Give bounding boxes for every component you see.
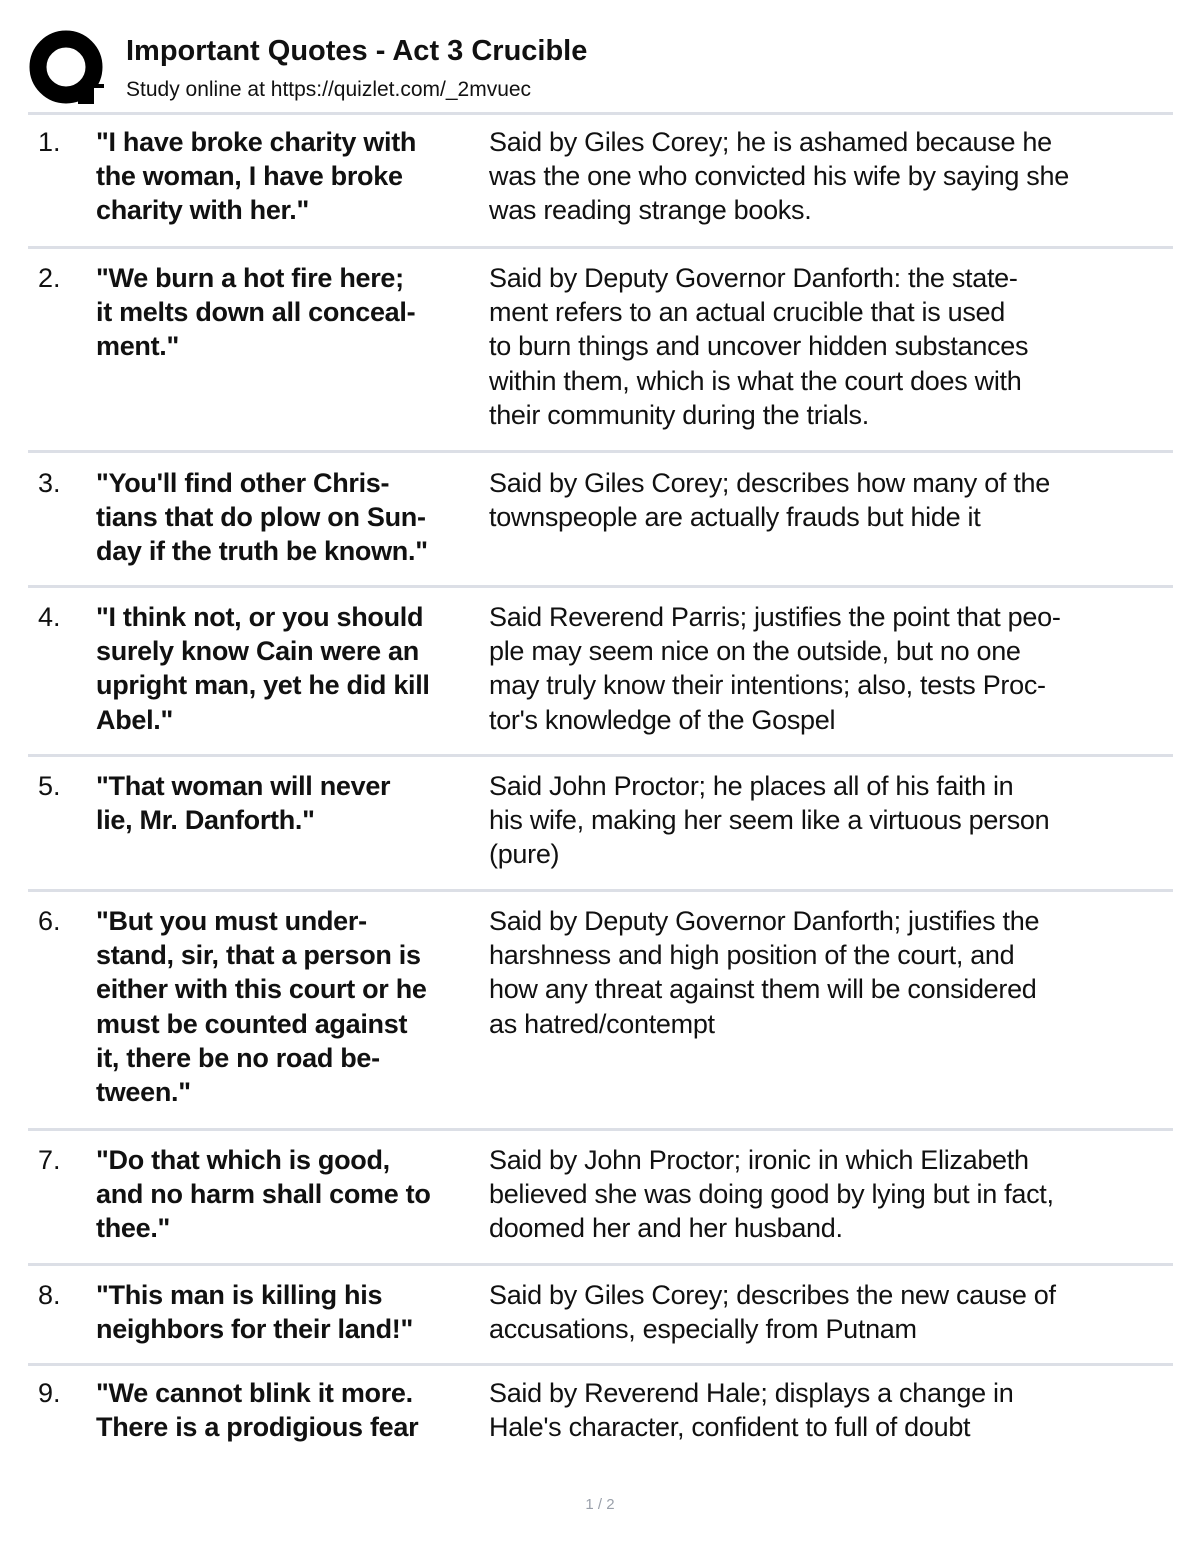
- list-item: [28, 249, 1173, 453]
- quote-definition: Said John Proctor; he places all of his faith in his wife, making her seem like a virtuous person (pure): [489, 771, 1050, 870]
- item-number: 1.: [38, 127, 61, 157]
- study-link-text: Study online at https://quizlet.com/_2mvuec: [126, 78, 532, 101]
- quote-list: [28, 116, 1173, 1456]
- item-number: 3.: [38, 468, 61, 498]
- item-number: 9.: [38, 1378, 61, 1408]
- quote-term: "I think not, or you should surely know Cain were an upright man, yet he did kill Abel.": [96, 602, 430, 735]
- list-item: [28, 1266, 1173, 1366]
- list-item: [28, 1131, 1173, 1266]
- quote-definition: Said by Deputy Governor Danforth: the state- ment refers to an actual crucible that is used to burn things and uncover hidden substances within them, which is what the court does with their community during the trials.: [489, 263, 1029, 430]
- quote-definition: Said by Giles Corey; he is ashamed because he was the one who convicted his wife by saying she was reading strange books.: [489, 127, 1069, 226]
- quote-definition: Said by Giles Corey; describes how many of the townspeople are actually frauds but hide it: [489, 468, 1050, 533]
- page-title: Important Quotes - Act 3 Crucible: [126, 35, 588, 67]
- item-number: 2.: [38, 263, 61, 293]
- list-item: [28, 588, 1173, 757]
- item-number: 8.: [38, 1280, 61, 1310]
- quote-definition: Said Reverend Parris; justifies the point that peo- ple may seem nice on the outside, but no one may truly know their intentions; also, tests Proc- tor's knowledge of the Gospel: [489, 602, 1061, 735]
- item-number: 6.: [38, 906, 61, 936]
- header-divider: [28, 112, 1173, 115]
- item-number: 7.: [38, 1145, 61, 1175]
- list-item: [28, 892, 1173, 1131]
- quote-term: "We cannot blink it more. There is a prodigious fear: [96, 1378, 419, 1443]
- quote-term: "I have broke charity with the woman, I have broke charity with her.": [96, 127, 417, 226]
- page-indicator: 1 / 2: [585, 1496, 615, 1513]
- quote-definition: Said by Reverend Hale; displays a change in Hale's character, confident to full of doubt: [489, 1378, 1014, 1443]
- quote-definition: Said by Deputy Governor Danforth; justifies the harshness and high position of the court, and how any threat against them will be considered as hatred/contempt: [489, 906, 1040, 1039]
- item-number: 4.: [38, 602, 61, 632]
- quote-term: "But you must under- stand, sir, that a person is either with this court or he must be counted against it, there be no road be- tween.": [96, 906, 427, 1108]
- list-item: [28, 757, 1173, 892]
- quote-definition: Said by Giles Corey; describes the new cause of accusations, especially from Putnam: [489, 1280, 1056, 1345]
- quote-term: "We burn a hot fire here; it melts down all conceal- ment.": [96, 263, 416, 362]
- list-item: [28, 1366, 1173, 1456]
- quizlet-logo-icon: [28, 28, 108, 108]
- list-item: [28, 453, 1173, 588]
- quote-term: "That woman will never lie, Mr. Danforth.": [96, 771, 391, 836]
- item-number: 5.: [38, 771, 61, 801]
- quote-term: "You'll find other Chris- tians that do plow on Sun- day if the truth be known.": [96, 468, 428, 567]
- list-item: [28, 116, 1173, 249]
- document-header: [28, 28, 1173, 110]
- quote-term: "This man is killing his neighbors for their land!": [96, 1280, 414, 1345]
- quote-term: "Do that which is good, and no harm shall come to thee.": [96, 1145, 431, 1244]
- quote-definition: Said by John Proctor; ironic in which Elizabeth believed she was doing good by lying but in fact, doomed her and her husband.: [489, 1145, 1054, 1244]
